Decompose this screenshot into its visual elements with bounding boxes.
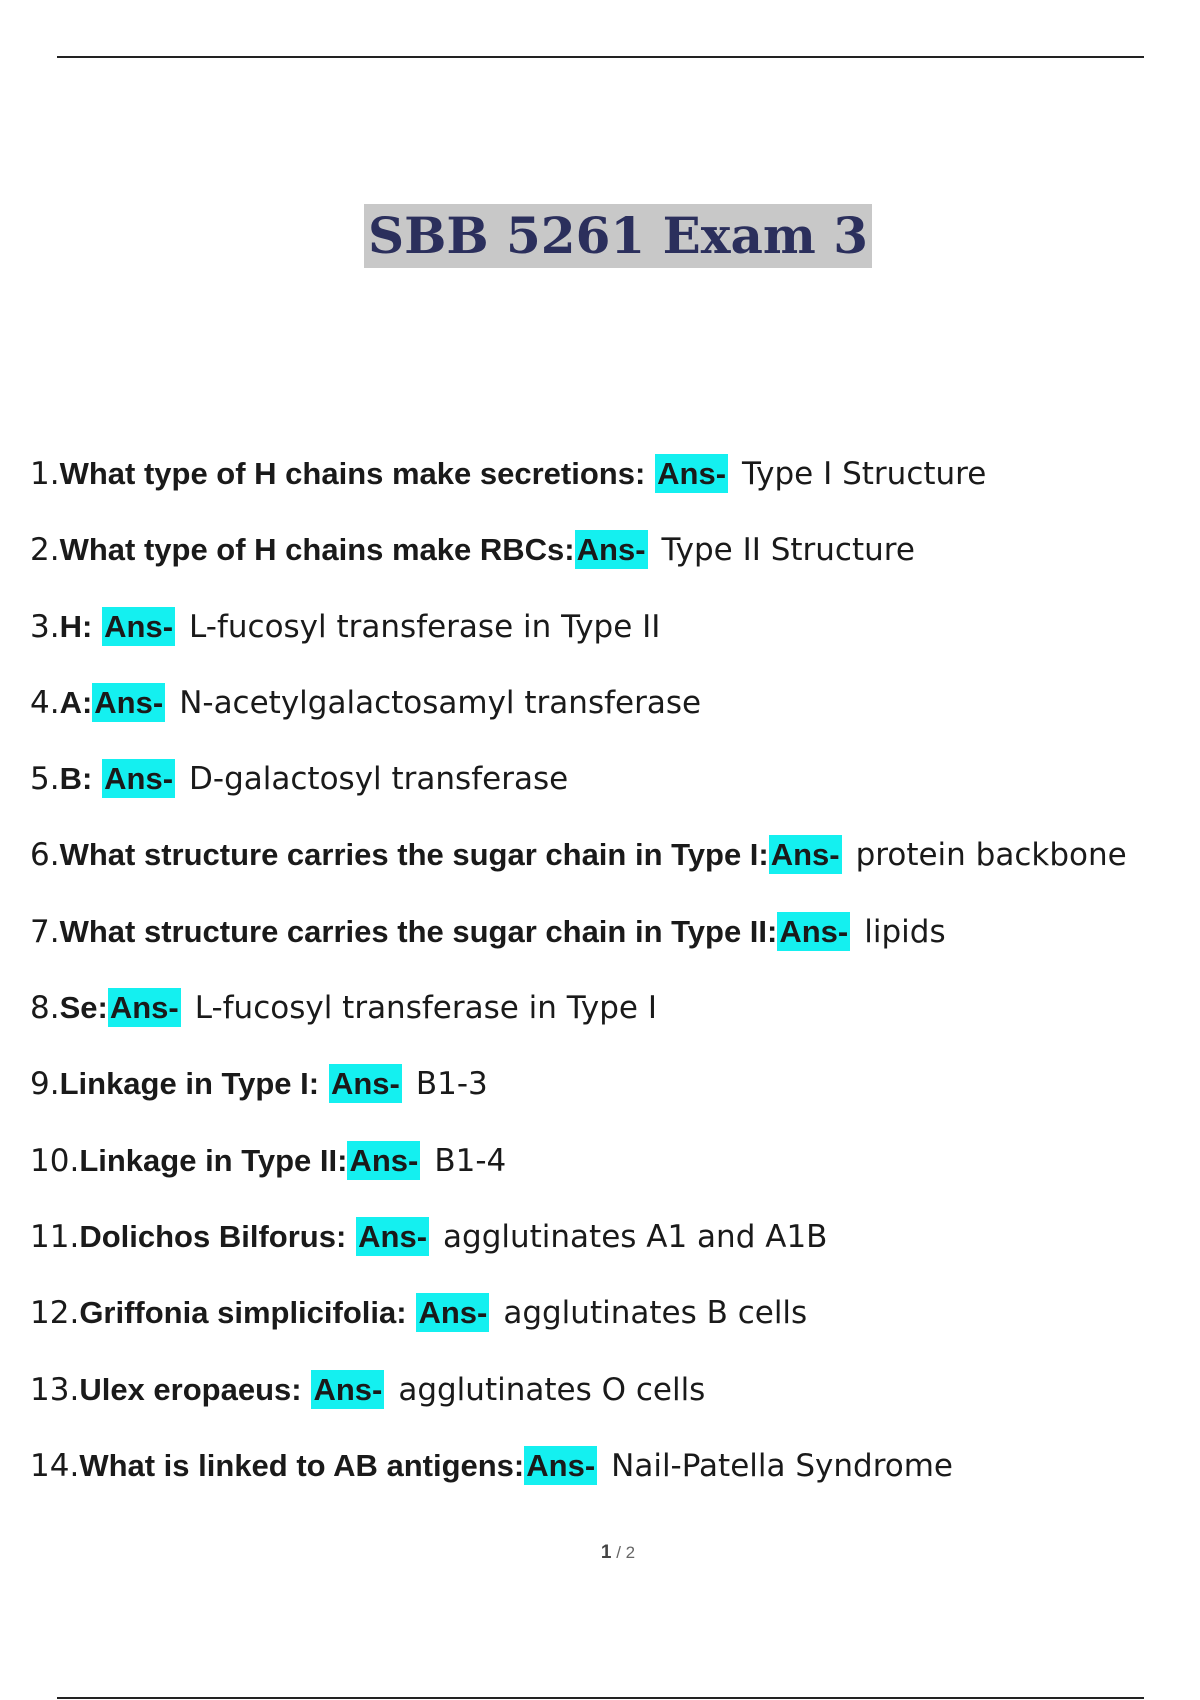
answer-tag: Ans- <box>358 1218 428 1254</box>
question-text: What structure carries the sugar chain in Type I: <box>59 837 769 873</box>
answer-text: N-acetylgalactosamyl transferase <box>179 684 702 721</box>
answer-tag: Ans- <box>779 913 849 949</box>
list-item <box>30 1440 1127 1516</box>
question-text: What type of H chains make RBCs: <box>59 532 575 568</box>
bottom-rule <box>57 1697 1144 1699</box>
answer-text: D-galactosyl transferase <box>189 761 569 798</box>
list-item <box>30 906 1127 982</box>
answer-tag: Ans- <box>94 684 164 720</box>
answer-text: agglutinates A1 and A1B <box>443 1218 828 1255</box>
item-number: 14. <box>30 1447 80 1484</box>
answer-tag: Ans- <box>330 1066 400 1102</box>
answer-text: protein backbone <box>855 837 1127 874</box>
item-number: 10. <box>30 1142 80 1179</box>
list-item <box>30 601 1127 677</box>
item-number: 6. <box>30 837 60 874</box>
question-text: Se: <box>59 990 108 1026</box>
question-text: What is linked to AB antigens: <box>79 1447 525 1483</box>
list-item <box>30 677 1127 753</box>
answer-tag: Ans- <box>104 761 174 797</box>
item-number: 1. <box>30 456 60 492</box>
answer-tag: Ans- <box>526 1447 596 1483</box>
list-item <box>30 1364 1127 1440</box>
answer-text: Type II Structure <box>661 532 915 569</box>
answer-text: Type I Structure <box>742 456 987 492</box>
list-item <box>30 524 1127 600</box>
item-number: 3. <box>30 608 60 645</box>
answer-tag: Ans- <box>418 1295 488 1331</box>
question-text: A: <box>59 684 93 720</box>
current-page: 1 <box>600 1542 612 1563</box>
document-title: SBB 5261 Exam 3 <box>364 204 872 268</box>
item-number: 7. <box>30 913 60 950</box>
answer-text: B1-4 <box>434 1142 507 1179</box>
answer-tag: Ans- <box>770 837 840 873</box>
item-number: 11. <box>30 1218 80 1255</box>
item-number: 12. <box>30 1295 80 1332</box>
list-item <box>30 448 1127 524</box>
item-number: 8. <box>30 990 60 1027</box>
item-number: 5. <box>30 761 60 798</box>
question-text: B: <box>59 761 93 797</box>
answer-tag: Ans- <box>104 608 174 644</box>
question-text: H: <box>59 608 93 644</box>
list-item <box>30 829 1127 905</box>
title-block <box>18 204 1200 268</box>
page-number <box>18 1542 1200 1564</box>
question-text: What type of H chains make secretions: <box>59 456 646 491</box>
question-text: Griffonia simplicifolia: <box>79 1295 407 1331</box>
total-pages: 2 <box>625 1543 636 1562</box>
answer-tag: Ans- <box>657 456 727 491</box>
answer-tag: Ans- <box>109 990 179 1026</box>
answer-text: L-fucosyl transferase in Type I <box>194 990 657 1027</box>
answer-tag: Ans- <box>349 1142 419 1178</box>
page-separator: / <box>611 1543 626 1562</box>
question-text: Dolichos Bilforus: <box>79 1218 347 1254</box>
question-text: Linkage in Type I: <box>59 1066 320 1102</box>
list-item <box>30 753 1127 829</box>
item-number: 13. <box>30 1371 80 1408</box>
answer-text: B1-3 <box>415 1066 488 1103</box>
list-item <box>30 1211 1127 1287</box>
answer-tag: Ans- <box>313 1371 383 1407</box>
top-rule <box>57 56 1144 58</box>
item-number: 9. <box>30 1066 60 1103</box>
question-list <box>30 448 1127 1516</box>
list-item <box>30 982 1127 1058</box>
item-number: 4. <box>30 684 60 721</box>
question-text: What structure carries the sugar chain in Type II: <box>59 913 778 949</box>
answer-text: L-fucosyl transferase in Type II <box>189 608 661 645</box>
question-text: Linkage in Type II: <box>79 1142 348 1178</box>
list-item <box>30 1135 1127 1211</box>
answer-text: Nail-Patella Syndrome <box>611 1447 953 1484</box>
answer-text: lipids <box>864 913 946 950</box>
list-item <box>30 1287 1127 1363</box>
list-item <box>30 1058 1127 1134</box>
answer-text: agglutinates O cells <box>398 1371 706 1408</box>
answer-tag: Ans- <box>576 532 646 568</box>
item-number: 2. <box>30 532 60 569</box>
answer-text: agglutinates B cells <box>503 1295 808 1332</box>
question-text: Ulex eropaeus: <box>79 1371 302 1407</box>
